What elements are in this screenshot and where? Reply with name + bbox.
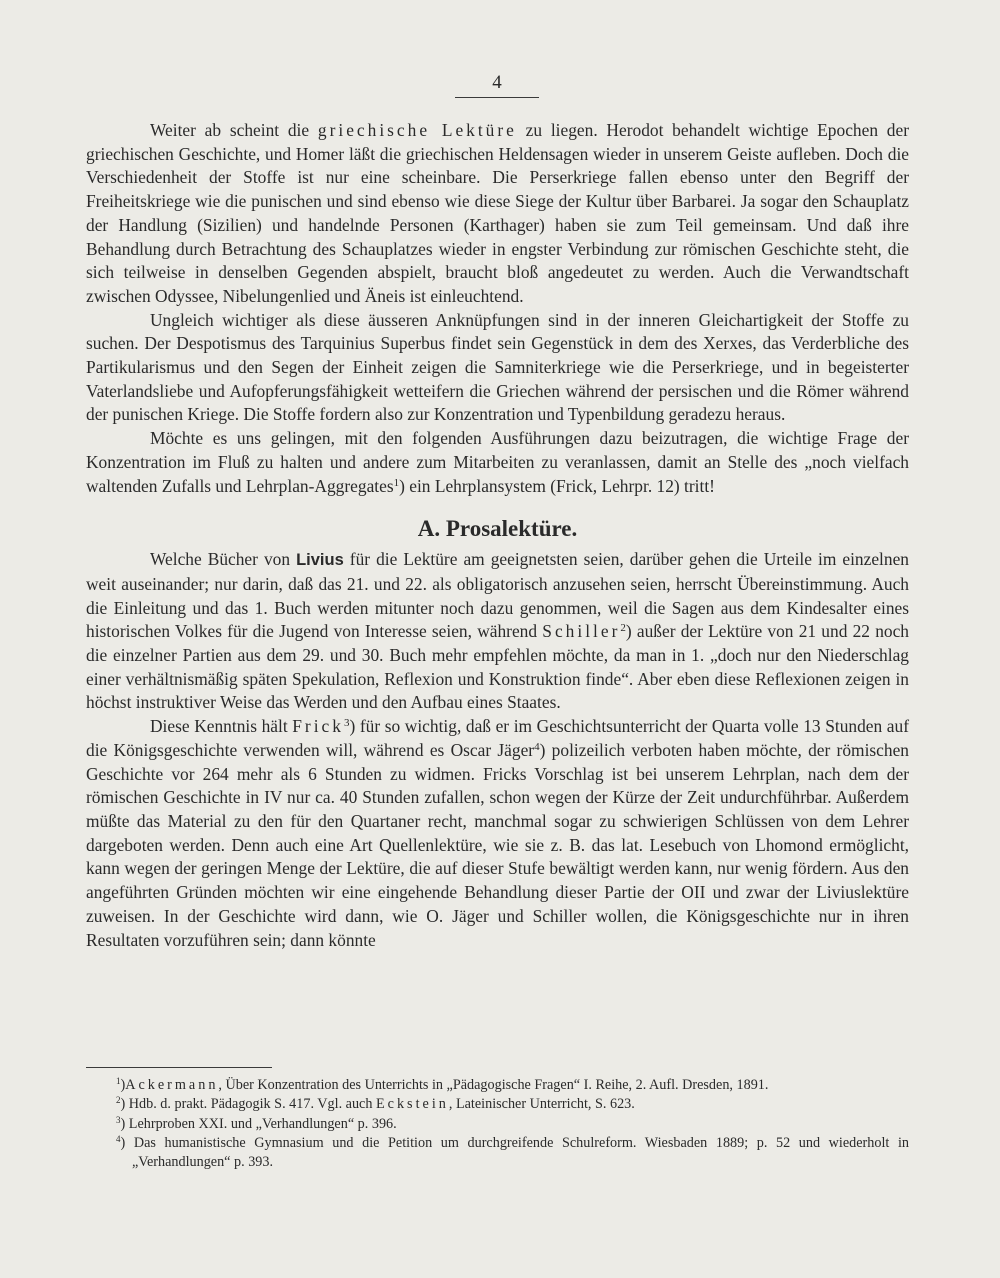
paragraph-frick: Diese Kenntnis hält Frick$^3$) für so wichtig, daß er im Geschichtsunterricht der Quarta volle 13 Stunden auf die Königsgeschichte verwenden will, während es Oscar Jäger$^4$) polizeilich verboten haben möchte, der römischen Geschichte vor 264 mehr als 6 Stunden zu widmen. Fricks Vorschlag ist bei unserem Lehrplan, nach dem der römischen Geschichte in IV nur ca. 40 Stunden zufallen, schon wegen der Kürze der Zeit undurchführbar. Außerdem müßte das Material zu den für den Quartaner recht, manchmal sogar zu schwierigen Schlüssen von dem Lehrer dargeboten werden. Denn auch eine Art Quellenlektüre, wie sie z. B. das lat. Lesebuch von Lhomond ermöglicht, kann wegen der geringen Menge der Lektüre, die auf dieser Stufe bewältigt werden kann, nur wenig fördern. Aus den angeführten Gründen möchten wir eine eingehende Behandlung dieser Partie der OII und zwar der Liviuslektüre zuweisen. In der Geschichte wird dann, wie O. Jäger und Schiller wollen, die Königsgeschichte nur in ihren Resultaten vorzuführen sein; dann könnte xyxy=(86,716,909,950)
body-text xyxy=(86,119,909,952)
paragraph-greek-reading: Weiter ab scheint die griechische Lektüre zu liegen. Herodot behandelt wichtige Epochen der griechischen Geschichte, und Homer läßt die griechischen Heldensagen wieder in unserem Geiste aufleben. Doch die Verschiedenheit der Stoffe ist nur eine scheinbare. Die Perserkriege fallen ebenso unter den Begriff der Freiheitskriege wie die punischen und sind ebenso wie diese Siege der Kultur über Barbarei. Ja sogar den Schauplatz der Handlung (Sizilien) und handelnde Personen (Karthager) haben sie zum Teil gemeinsam. Und daß ihre Behandlung durch Betrachtung des Schauplatzes wieder in engster Verbindung zur römischen Geschichte steht, die sich teilweise in denselben Gegenden abspielt, braucht bloß angedeutet zu werden. Auch die Verwandtschaft zwischen Odyssee, Nibelungenlied und Äneis ist einleuchtend. xyxy=(86,120,909,306)
footnote-ref-2[interactable]: 2 xyxy=(620,622,626,635)
paragraph-livius-books: Welche Bücher von Livius für die Lektüre am geeignetsten seien, darüber gehen die Urteile im einzelnen weit auseinander; nur darin, daß das 21. und 22. als obligatorisch anzusehen seien, herrscht Übereinstimmung. Auch die Einleitung und das 1. Buch werden mitunter noch dazu genommen, weil die Sagen aus dem Kindesalter eines historischen Volkes für die Jugend von Interesse seien, während Schiller$^2$) außer der Lektüre von 21 und 22 noch die einzelner Partien aus dem 29. und 30. Buch mehr empfehlen möchte, da man in 1. „doch nur den Niederschlag einer verhältnismäßig späten Spekulation, Reflexion und Konstruktion finde“. Aber eben diese Reflexionen zeigen in höchst instruktiver Weise das Werden und den Aufbau eines Staates. xyxy=(86,549,910,713)
footnote-divider xyxy=(86,1067,272,1068)
footnotes xyxy=(86,1076,909,1172)
footnote-2: $^2$) Hdb. d. prakt. Pädagogik S. 417. Vgl. auch Eckstein, Lateinischer Unterricht, S. 623. xyxy=(116,1095,635,1113)
footnote-ref-4[interactable]: 4 xyxy=(534,740,540,753)
livius-name: Livius xyxy=(296,551,344,570)
frick-name: Frick xyxy=(292,716,344,737)
eckstein-name: Eckstein xyxy=(376,1096,449,1113)
spaced-emphasis: griechische Lektüre xyxy=(317,120,517,140)
page-number: 4 xyxy=(455,72,539,98)
section-heading: A. Prosalektüre. xyxy=(417,516,578,542)
footnote-3: $^3$) Lehrproben XXI. und „Verhandlungen“ p. 396. xyxy=(116,1114,397,1132)
schiller-name: Schiller xyxy=(542,621,621,642)
paragraph-inner-similarity: Ungleich wichtiger als diese äusseren Anknüpfungen sind in der inneren Gleichartigkeit der Stoffe zu suchen. Der Despotismus des Tarquinius Superbus findet sein Gegenstück in dem des Xerxes, das Verderbliche des Partikularismus und den Segen der Einheit zeigen die Samniterkriege wie die Perserkriege, und in begeisterter Vaterlandsliebe und Aufopferungsfähigkeit wetteifern die Griechen während der persischen und die Römer während der punischen Kriege. Die Stoffe fordern also zur Konzentration und Typenbildung geradezu heraus. xyxy=(86,309,909,425)
footnote-4: $^4$) Das humanistische Gymnasium und die Petition um durchgreifende Schulreform. Wiesbaden 1889; p. 52 und wiederholt in „Verhandlungen“ p. 393. xyxy=(116,1134,909,1170)
footnote-ref-3[interactable]: 3 xyxy=(343,717,350,730)
footnote-1: $^1$)Ackermann, Über Konzentration des Unterrichts in „Pädagogische Fragen“ I. Reihe, 2. Aufl. Dresden, 1891. xyxy=(116,1076,769,1093)
ackermann-name: Ackermann xyxy=(125,1077,219,1093)
footnote-ref-1[interactable]: 1 xyxy=(393,476,400,489)
paragraph-concentration: Möchte es uns gelingen, mit den folgenden Ausführungen dazu beizutragen, die wichtige Frage der Konzentration im Fluß zu halten und andere zum Mitarbeiten zu veranlassen, damit an Stelle des „noch vielfach waltenden Zufalls und Lehrplan-Aggregates$^1$) ein Lehrplansystem (Frick, Lehrpr. 12) tritt! xyxy=(86,428,909,496)
